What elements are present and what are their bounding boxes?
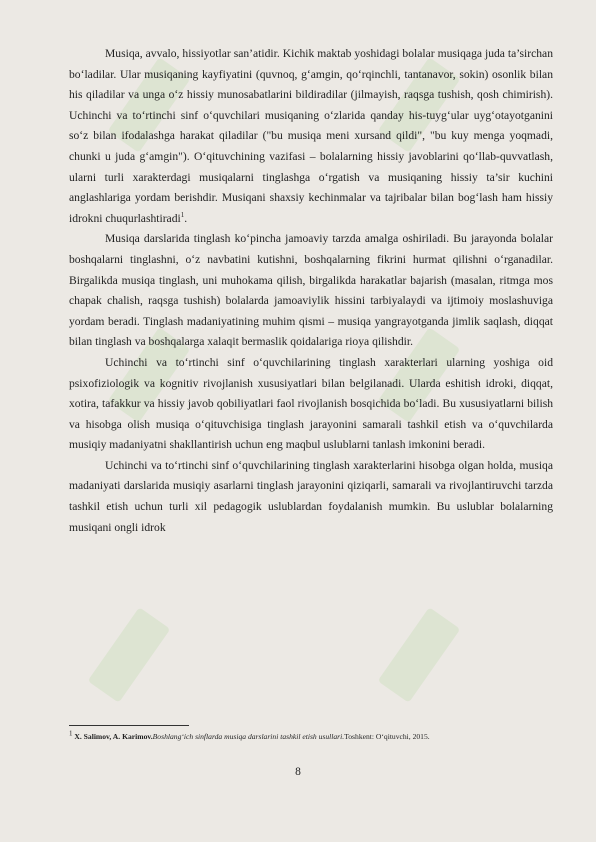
paragraph: Musiqa darslarida tinglash ko‘pincha jamoaviy tarzda amalga oshiriladi. Bu jarayonda bolalar boshqalarni tinglashni, o‘z navbatini kutishni, boshqalarning fikrini hurmat qilishni o‘rganadilar. Birgalikda musiqa tinglash, uni muhokama qilish, birgalikda harakatlar bajarish (masalan, ritmga mos chapak chalish, raqsga tushish) bolalarda jamoaviylik hissini tarbiyalaydi va ijtimoiy moslashuviga yordam beradi. Tinglash madaniyatining muhim qismi – musiqa yangrayotganda jimlik saqlash, diqqat bilan tinglash va boshqalarga xalaqit bermaslik qoidalariga rioya qilishdir. (69, 232, 553, 349)
footnote-divider (69, 725, 189, 726)
footnote-marker[interactable]: 1 (180, 210, 185, 219)
footnote (69, 731, 553, 742)
paragraph: Musiqa, avvalo, hissiyotlar san’atidir. Kichik maktab yoshidagi bolalar musiqaga juda ta’sirchan bo‘ladilar. Ular musiqaning kayfiyatini (quvnoq, g‘amgin, qo‘rqinchli, tantanavor, sokin) osonlik bilan his qiladilar va unga o‘z hissiy munosabatlarini bildiradilar (jilmayish, raqsga tushish, qosh chimirish). Uchinchi va to‘rtinchi sinf o‘quvchilari musiqaning o‘zlarida qanday his-tuyg‘ular uyg‘otayotganini so‘z bilan ifodalashga harakat qiladilar ("bu musiqa meni xursand qildi", "bu kuy menga yoqmadi, chunki u juda g‘amgin"). O‘qituvchining vazifasi – bolalarning hissiy javoblarini qo‘llab-quvvatlash, ularni turli xarakterdagi musiqalarni tinglashga o‘rgatish va musiqaning hissiy ta’sir kuchini anglashlariga yordam berishdir. Musiqani shaxsiy kechinmalar va tajribalar bilan bog‘lash ham hissiy idrokni chuqurlashtiradi$^1$. (69, 47, 553, 225)
footnote-authors: X. Salimov, A. Karimov. (74, 732, 153, 741)
footnote-publisher: Toshkent: O‘qituvchi, 2015. (344, 732, 430, 741)
watermark-mark (378, 607, 461, 703)
paragraph: Uchinchi va to‘rtinchi sinf o‘quvchilarining tinglash xarakterlari ularning yoshiga oid psixofiziologik va kognitiv rivojlanish xususiyatlari bilan belgilanadi. Ularda eshitish idroki, diqqat, xotira, tafakkur va hissiy javob qobiliyatlari faol rivojlanish bosqichida bo‘ladi. Bu xususiyatlarni bilish va hisobga olish musiqa o‘qituvchisiga tinglash jarayonini samarali tashkil etish va o‘quvchilarda musiqiy madaniyatni shakllantirish uchun eng maqbul uslublarni tanlash imkonini beradi. (69, 355, 553, 452)
page-number: 8 (295, 766, 301, 778)
paragraph: Uchinchi va to‘rtinchi sinf o‘quvchilarining tinglash xarakterlarini hisobga olgan holda, musiqa madaniyati darslarida musiqiy asarlarni tinglash jarayonini qiziqarli, samarali va rivojlantiruvchi tarzda tashkil etish uchun turli xil pedagogik uslublardan foydalanish mumkin. Bu uslublar bolalarning musiqani ongli idrok (69, 458, 553, 534)
body-text (69, 44, 553, 538)
watermark-mark (88, 607, 171, 703)
footnote-title: Boshlang‘ich sinflarda musiqa darslarini tashkil etish usullari. (152, 732, 345, 741)
footnote-number: 1 (69, 729, 73, 738)
